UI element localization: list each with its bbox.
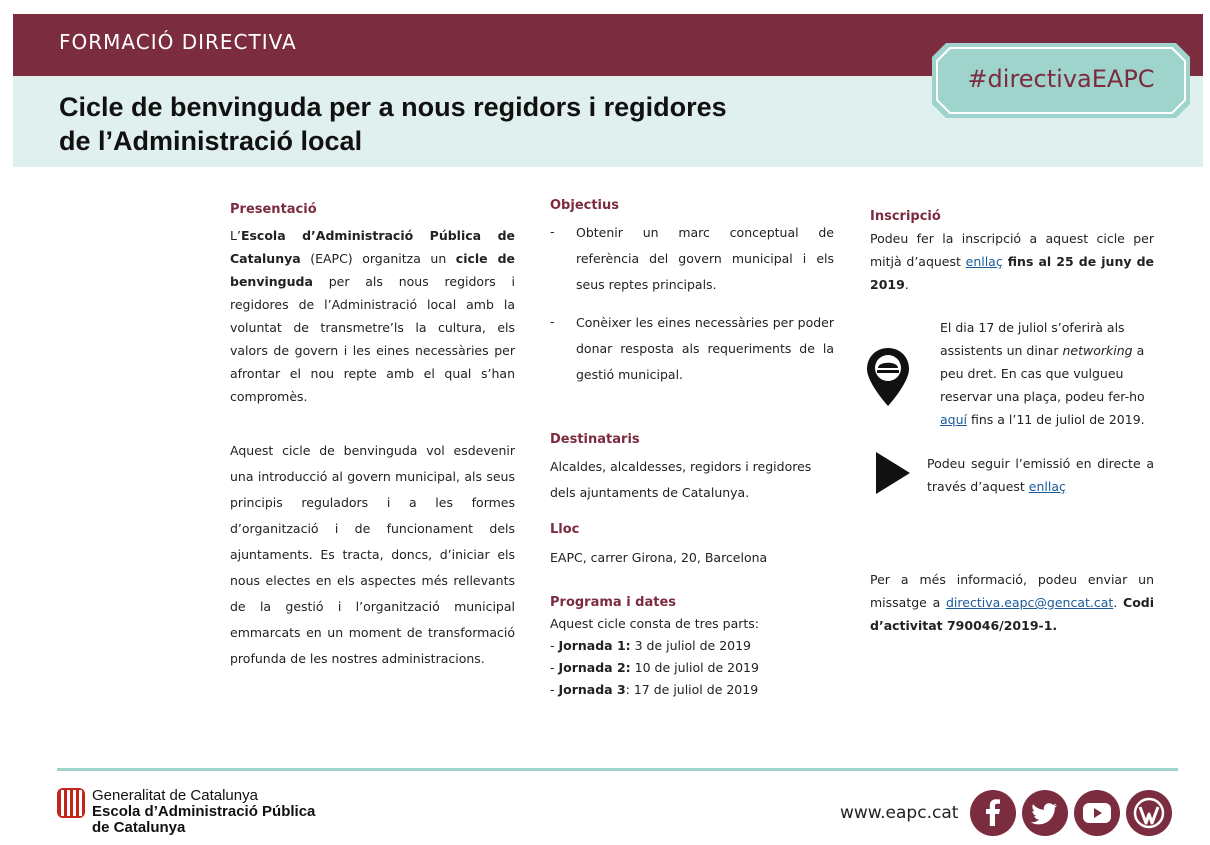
gencat-line2: Escola d’Administració Pública [92,803,316,820]
info-text [870,568,1154,637]
objectiu-text: Obtenir un marc conceptual de referència del govern municipal i els seus reptes principals. [576,225,834,292]
list-item [550,310,834,388]
text-fragment: L’ [230,228,241,243]
text-fragment: a peu dret. En cas que vulgueu reservar una plaça, podeu fer-ho [940,343,1145,404]
gencat-line1: Generalitat de Catalunya [92,787,258,804]
page-title-line1: Cicle de benvinguda per a nous regidors i regidores [59,92,727,122]
text-fragment: El dia 17 de juliol s’oferirà als assistents un dinar [940,320,1125,358]
destinataris-text: Alcaldes, alcaldesses, regidors i regidores dels ajuntaments de Catalunya. [550,459,812,500]
twitter-icon[interactable] [1022,790,1068,836]
presentacio-paragraph-2: Aquest cicle de benvinguda vol esdevenir una introducció al govern municipal, als seus principis reguladors i a les formes d’organització i de funcionament dels ajuntaments. Es tracta, doncs, d’iniciar els nous electes en els aspectes més rellevants de la gestió i l’organització municipal emmarcats en un moment de transformació profunda de les nostres administracions. [230,443,515,666]
text-bold: fins al 25 de juny de 2019 [870,254,1154,292]
section-label: FORMACIÓ DIRECTIVA [59,30,297,54]
text-fragment: . [1113,595,1124,610]
list-item [550,220,834,298]
directe-block [927,452,1154,498]
dinar-link[interactable]: aquí [940,412,967,427]
inscripcio-link[interactable]: enllaç [965,254,1003,269]
location-pin-icon [865,346,911,412]
activity-code: Codi d’activitat 790046/2019-1. [870,595,1155,633]
directe-link[interactable]: enllaç [1028,479,1066,494]
dinar-text [940,316,1154,431]
text-fragment: - [550,638,559,653]
page-title-line2: de l’Administració local [59,126,363,156]
jornada-label: Jornada 3 [558,682,626,697]
objectiu-text: Conèixer les eines necessàries per poder donar resposta als requeriments de la gestió municipal. [576,315,834,382]
text-fragment: Podeu seguir l’emissió en directe a través d’aquest [927,456,1154,494]
column-presentacio [230,200,515,672]
jornada-date: : 17 de juliol de 2019 [625,682,759,697]
heading-presentacio: Presentació [230,202,317,217]
wordpress-icon[interactable] [1126,790,1172,836]
column-inscripcio [870,207,1154,296]
bullet-dash: - [550,314,555,329]
column-objectius [550,196,834,701]
list-item [550,635,834,657]
bullet-dash: - [550,224,555,239]
hashtag-badge [932,43,1190,118]
text-fragment: Per a més informació, podeu enviar un missatge a [870,572,1154,610]
hashtag-text: #directivaEAPC [967,65,1155,93]
heading-destinataris: Destinataris [550,432,640,447]
jornada-label: Jornada 2: [558,660,631,675]
directe-text [927,452,1154,498]
text-fragment: per als nous regidors i regidores de l’Administració local amb la voluntat de transmetre’ls la cultura, els valors de govern i les eines necessàries per afrontar el nou repte amb el qual s’han compromès. [230,274,515,404]
programa-intro: Aquest cicle consta de tres parts: [550,616,760,631]
gencat-logo-icon [57,788,85,822]
text-bold: cicle de benvinguda [230,251,515,289]
lloc-text: EAPC, carrer Girona, 20, Barcelona [550,550,768,565]
heading-objectius: Objectius [550,198,619,213]
gencat-text [92,788,315,836]
footer-divider [57,768,1178,771]
text-fragment: - [550,660,559,675]
text-bold: Escola d’Administració Pública de Catalunya [230,228,515,266]
list-item [550,679,834,701]
heading-lloc: Lloc [550,522,580,537]
page-title [59,90,799,158]
youtube-icon[interactable] [1074,790,1120,836]
jornada-date: 3 de juliol de 2019 [630,638,751,653]
text-fragment: (EAPC) organitza un [300,251,456,266]
text-fragment: - [550,682,559,697]
heading-programa: Programa i dates [550,595,677,610]
text-fragment: . [904,277,909,292]
heading-inscripcio: Inscripció [870,209,941,224]
play-icon[interactable] [876,452,910,498]
site-url-link[interactable]: www.eapc.cat [840,803,959,823]
list-item [550,657,834,679]
info-block [870,568,1154,637]
presentacio-paragraph-1 [230,224,515,408]
inscripcio-text [870,227,1154,296]
email-link[interactable]: directiva.eapc@gencat.cat [946,595,1114,610]
text-fragment: Podeu fer la inscripció a aquest cicle per mitjà d’aquest [870,231,1154,269]
gencat-line3: de Catalunya [92,819,186,836]
facebook-icon[interactable] [970,790,1016,836]
jornada-label: Jornada 1: [558,638,631,653]
text-italic: networking [1062,343,1133,358]
jornada-date: 10 de juliol de 2019 [630,660,759,675]
dinar-block [940,316,1154,431]
text-fragment: fins a l’11 de juliol de 2019. [967,412,1145,427]
